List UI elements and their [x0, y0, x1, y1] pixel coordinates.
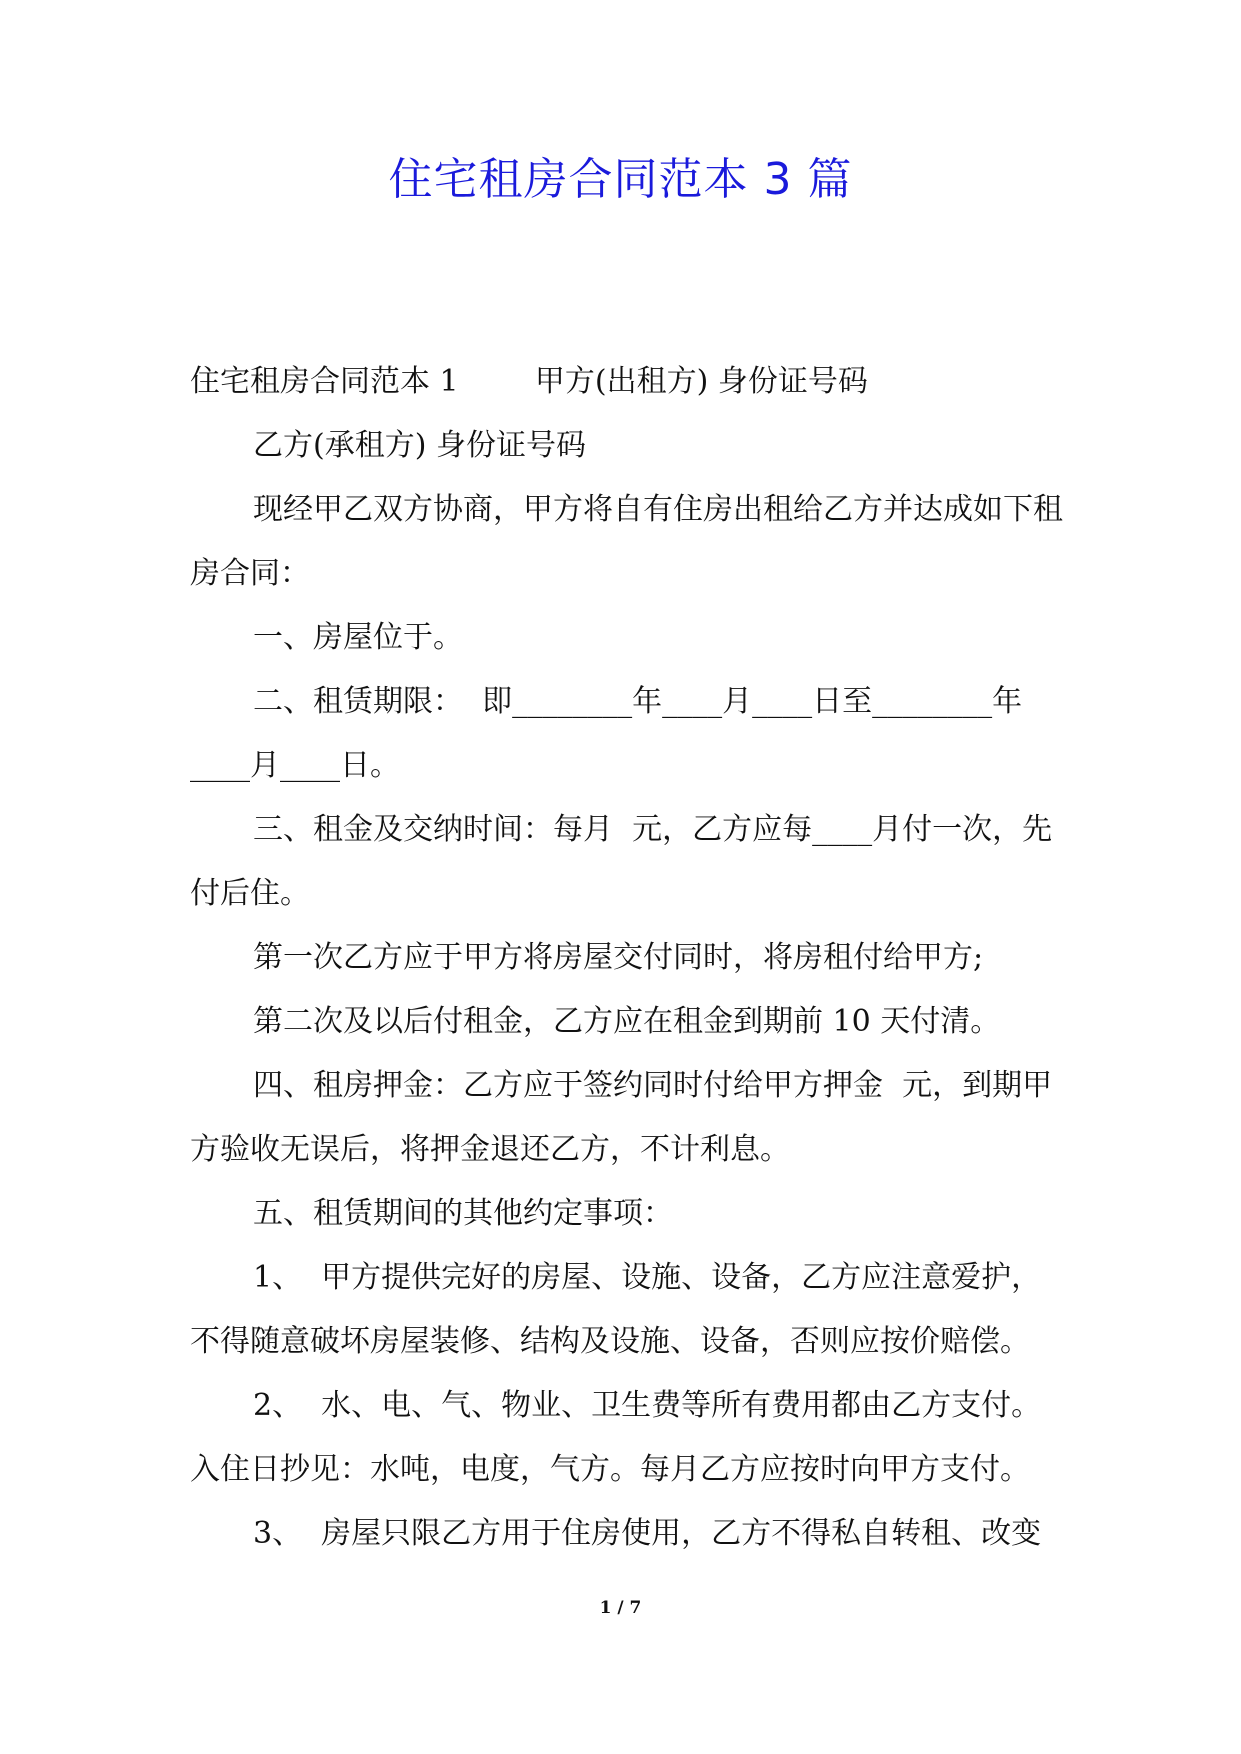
paragraph: 五、租赁期间的其他约定事项：: [253, 1196, 673, 1231]
paragraph: 第二次及以后付租金，乙方应在租金到期前 10 天付清。: [253, 1004, 1001, 1039]
paragraph: 三、租金及交纳时间：每月 元，乙方应每____月付一次，先付后住。: [190, 812, 1053, 911]
paragraph: 住宅租房合同范本 1 甲方(出租方) 身份证号码: [190, 364, 868, 399]
page-number: 1 / 7: [599, 1598, 642, 1618]
document-body: [190, 350, 1070, 1566]
paragraph: 第一次乙方应于甲方将房屋交付同时，将房租付给甲方;: [253, 940, 984, 975]
paragraph: 1、 甲方提供完好的房屋、设施、设备，乙方应注意爱护，不得随意破坏房屋装修、结构及设施、设备，否则应按价赔偿。: [190, 1260, 1042, 1359]
paragraph: 二、租赁期限： 即________年____月____日至________年____月____日。: [190, 684, 1023, 783]
paragraph: 现经甲乙双方协商，甲方将自有住房出租给乙方并达成如下租房合同：: [190, 492, 1063, 591]
paragraph: 3、 房屋只限乙方用于住房使用，乙方不得私自转租、改变: [253, 1516, 1042, 1551]
document-title: 住宅租房合同范本 3 篇: [388, 154, 853, 205]
paragraph: 四、租房押金：乙方应于签约同时付给甲方押金 元，到期甲方验收无误后，将押金退还乙方，不计利息。: [190, 1068, 1053, 1167]
paragraph: 乙方(承租方) 身份证号码: [253, 428, 586, 463]
paragraph: 2、 水、电、气、物业、卫生费等所有费用都由乙方支付。入住日抄见：水吨，电度，气方。每月乙方应按时向甲方支付。: [190, 1388, 1042, 1487]
paragraph: 一、房屋位于。: [253, 620, 463, 655]
